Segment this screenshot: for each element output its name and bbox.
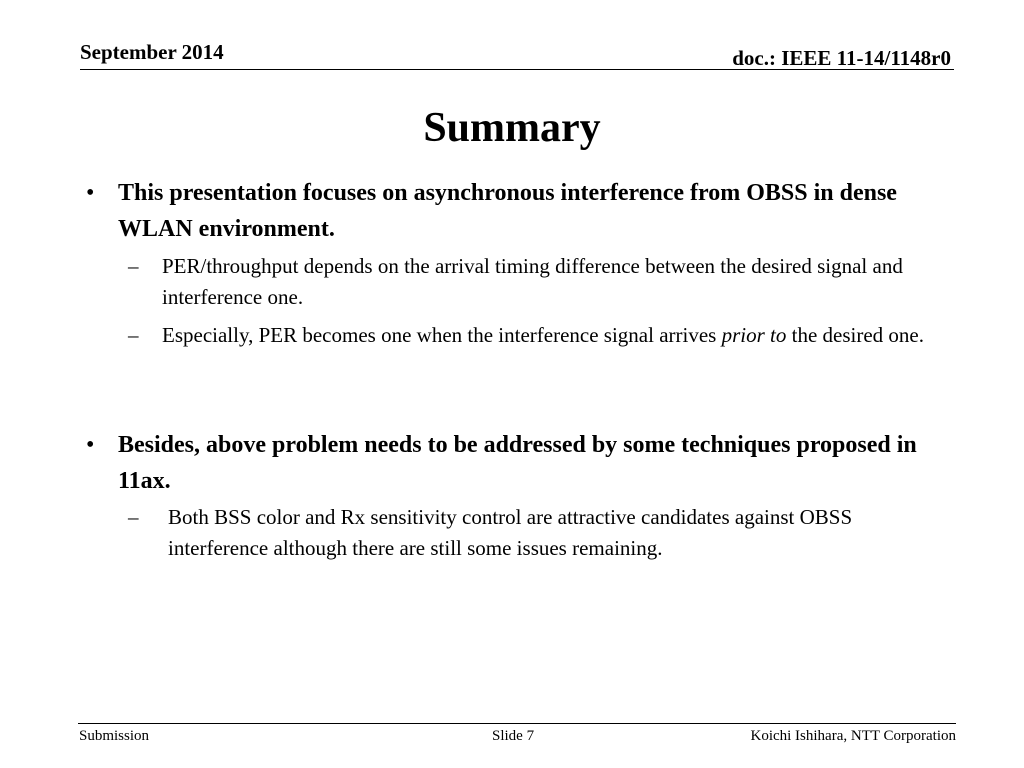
bullet-2 (86, 427, 948, 499)
sub-bullet-emphasis: prior to (721, 323, 787, 347)
footer-submission: Submission (79, 728, 150, 744)
sub-bullet-marker: – (128, 505, 139, 529)
bullet-marker: • (86, 432, 95, 458)
sub-bullet-marker: – (128, 254, 139, 278)
sub-bullet-text: Both BSS color and Rx sensitivity control are attractive candidates against OBSS interference although there are still some issues remaining. (168, 505, 853, 560)
sub-bullet-marker: – (128, 323, 139, 347)
bullet-text: Besides, above problem needs to be addressed by some techniques proposed in 11ax. (118, 432, 917, 494)
sub-bullet-text: Especially, PER becomes one when the interference signal arrives (162, 323, 722, 347)
header-date: September 2014 (80, 40, 224, 64)
footer-author: Koichi Ishihara, NTT Corporation (750, 728, 956, 744)
bullet-1 (86, 175, 908, 247)
sub-bullet-text-end: the desired one. (786, 323, 924, 347)
sub-bullet-2-1 (128, 502, 948, 564)
sub-bullet-1-1 (128, 251, 942, 313)
footer-divider (78, 723, 956, 724)
sub-bullet-text: PER/throughput depends on the arrival timing difference between the desired signal and interference one. (162, 254, 903, 309)
bullet-text: This presentation focuses on asynchronous interference from OBSS in dense WLAN environment. (118, 180, 897, 242)
footer-slide-number: Slide 7 (492, 728, 535, 744)
header-divider (80, 69, 954, 70)
slide-title: Summary (423, 105, 601, 151)
header-doc-id: doc.: IEEE 11-14/1148r0 (732, 46, 951, 70)
bullet-marker: • (86, 180, 95, 206)
sub-bullet-1-2 (128, 320, 942, 351)
